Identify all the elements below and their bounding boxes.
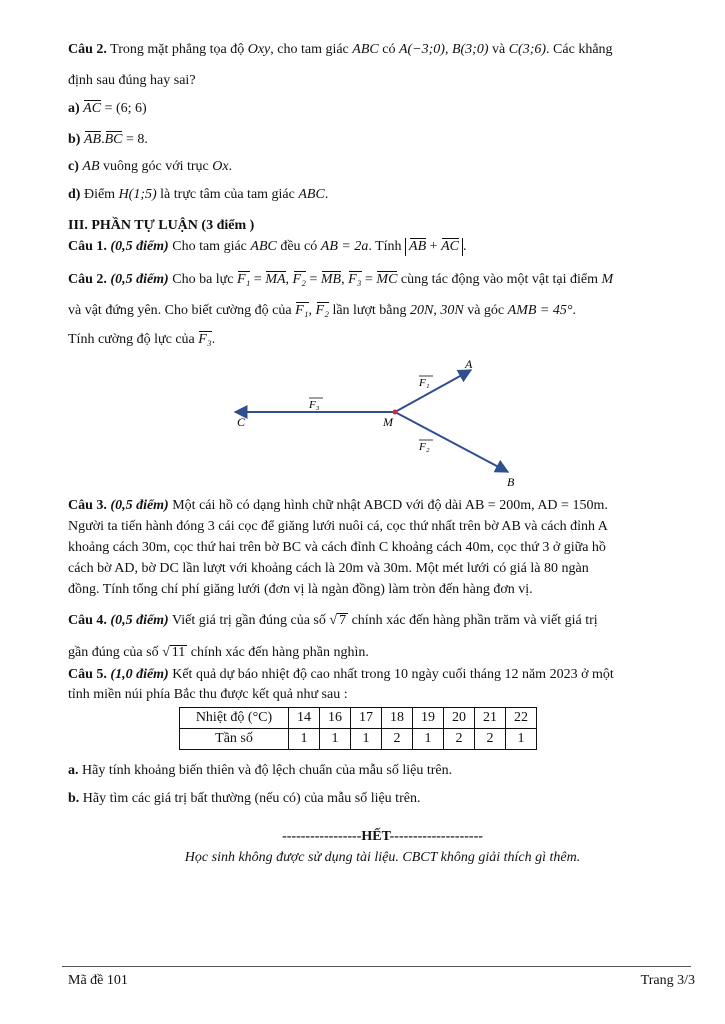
table-header: Nhiệt độ (°C): [180, 708, 289, 729]
square-root: √ 7: [329, 613, 347, 628]
square-root: √ 11: [162, 645, 186, 660]
label-c: C: [237, 415, 246, 429]
essay-q3-line4: cách bờ AD, bờ DC lần lượt với khoảng cách là 20m và 30m. Một mét lưới có giá là 80 ngàn: [68, 561, 589, 576]
vector: BC: [104, 132, 123, 147]
label-f2: F₂: [419, 441, 430, 453]
footer-divider: [62, 966, 691, 967]
frequency-table: [179, 707, 537, 750]
essay-q5-line1: Câu 5. (1,0 điểm) Kết quả dự báo nhiệt độ cao nhất trong 10 ngày cuối tháng 12 năm 2023 ở một: [68, 667, 614, 682]
q2-statement-a: a) AC = (6; 6): [68, 101, 147, 116]
vector: AC: [83, 101, 102, 116]
label-m: M: [383, 415, 393, 429]
essay-q2-line3: Tính cường độ lực của F₃.: [68, 332, 216, 347]
page-number: Trang 3/3: [640, 973, 695, 988]
essay-q1: Câu 1. (0,5 điểm) Cho tam giác ABC đều có AB = 2a. Tính AB + AC .: [68, 239, 467, 254]
end-note: Học sinh không được sử dụng tài liệu. CBCT không giải thích gì thêm.: [184, 850, 581, 865]
force-f2-arrow: [395, 412, 508, 472]
label-f1: F₁: [419, 377, 430, 389]
table-row: Tần số 1 1 1 2 1 2 2 1: [180, 729, 537, 750]
q2-stem-line2: định sau đúng hay sai?: [68, 73, 196, 88]
essay-q3-line1: Câu 3. (0,5 điểm) Một cái hồ có dạng hình chữ nhật ABCD với độ dài AB = 200m, AD = 150m.: [68, 498, 608, 513]
table-header: Tần số: [180, 729, 289, 750]
essay-q3-line3: khoảng cách 30m, cọc thứ hai trên bờ BC và cách đỉnh C khoảng cách 40m, cọc thứ 3 ở giữa hồ: [68, 540, 606, 555]
end-marker: -----------------HẾT--------------------: [282, 829, 483, 844]
label-f3: F₃: [309, 399, 320, 411]
q2-stem-line1: Câu 2. Trong mặt phẳng tọa độ Oxy, cho tam giác ABC có A(−3;0), B(3;0) và C(3;6). Các khẳng: [68, 42, 613, 57]
label-a: A: [465, 358, 473, 371]
question-label: Câu 5.: [68, 667, 107, 682]
question-label: Câu 1.: [68, 239, 107, 254]
point-m: [393, 410, 398, 415]
vector: AB: [83, 132, 102, 147]
force-diagram: [225, 358, 535, 490]
essay-q2-line2: và vật đứng yên. Cho biết cường độ của F₁, F₂ lần lượt bằng 20N, 30N và góc AMB = 45°.: [68, 303, 576, 318]
essay-q2-line1: Câu 2. (0,5 điểm) Cho ba lực F₁ = MA, F₂ = MB, F₃ = MC cùng tác động vào một vật tại điểm M: [68, 272, 614, 287]
essay-q5-line2: tỉnh miền núi phía Bắc thu được kết quả như sau :: [68, 687, 348, 702]
q2-statement-d: d) Điểm H(1;5) là trực tâm của tam giác ABC.: [68, 187, 329, 202]
essay-q3-line2: Người ta tiến hành đóng 3 cái cọc để giăng lưới nuôi cá, cọc thứ nhất trên bờ AB và cách đỉnh A: [68, 519, 608, 534]
essay-q3-line5: đồng. Tính tổng chí phí giăng lưới (đơn vị là ngàn đồng) làm tròn đến hàng đơn vị.: [68, 582, 533, 597]
q2-statement-b: b) AB.BC = 8.: [68, 132, 148, 147]
q2-statement-c: c) AB vuông góc với trục Ox.: [68, 159, 233, 174]
exam-code: Mã đề 101: [68, 973, 128, 988]
essay-q5-part-b: b. Hãy tìm các giá trị bất thường (nếu có) của mẫu số liệu trên.: [68, 791, 421, 806]
vector-sum-magnitude: AB + AC: [405, 238, 463, 256]
essay-q5-part-a: a. Hãy tính khoảng biến thiên và độ lệch chuẩn của mẫu số liệu trên.: [68, 763, 453, 778]
question-label: Câu 3.: [68, 498, 107, 513]
table-row: Nhiệt độ (°C) 14 16 17 18 19 20 21 22: [180, 708, 537, 729]
essay-q4-line2: gần đúng của số √ 11 chính xác đến hàng phần nghìn.: [68, 645, 369, 660]
question-label: Câu 4.: [68, 613, 107, 628]
section-title: III. PHẦN TỰ LUẬN (3 điểm ): [68, 218, 255, 233]
question-label: Câu 2.: [68, 42, 107, 57]
label-b: B: [507, 475, 515, 489]
question-label: Câu 2.: [68, 272, 107, 287]
essay-q4-line1: Câu 4. (0,5 điểm) Viết giá trị gần đúng của số √ 7 chính xác đến hàng phần trăm và viết giá trị: [68, 613, 598, 628]
